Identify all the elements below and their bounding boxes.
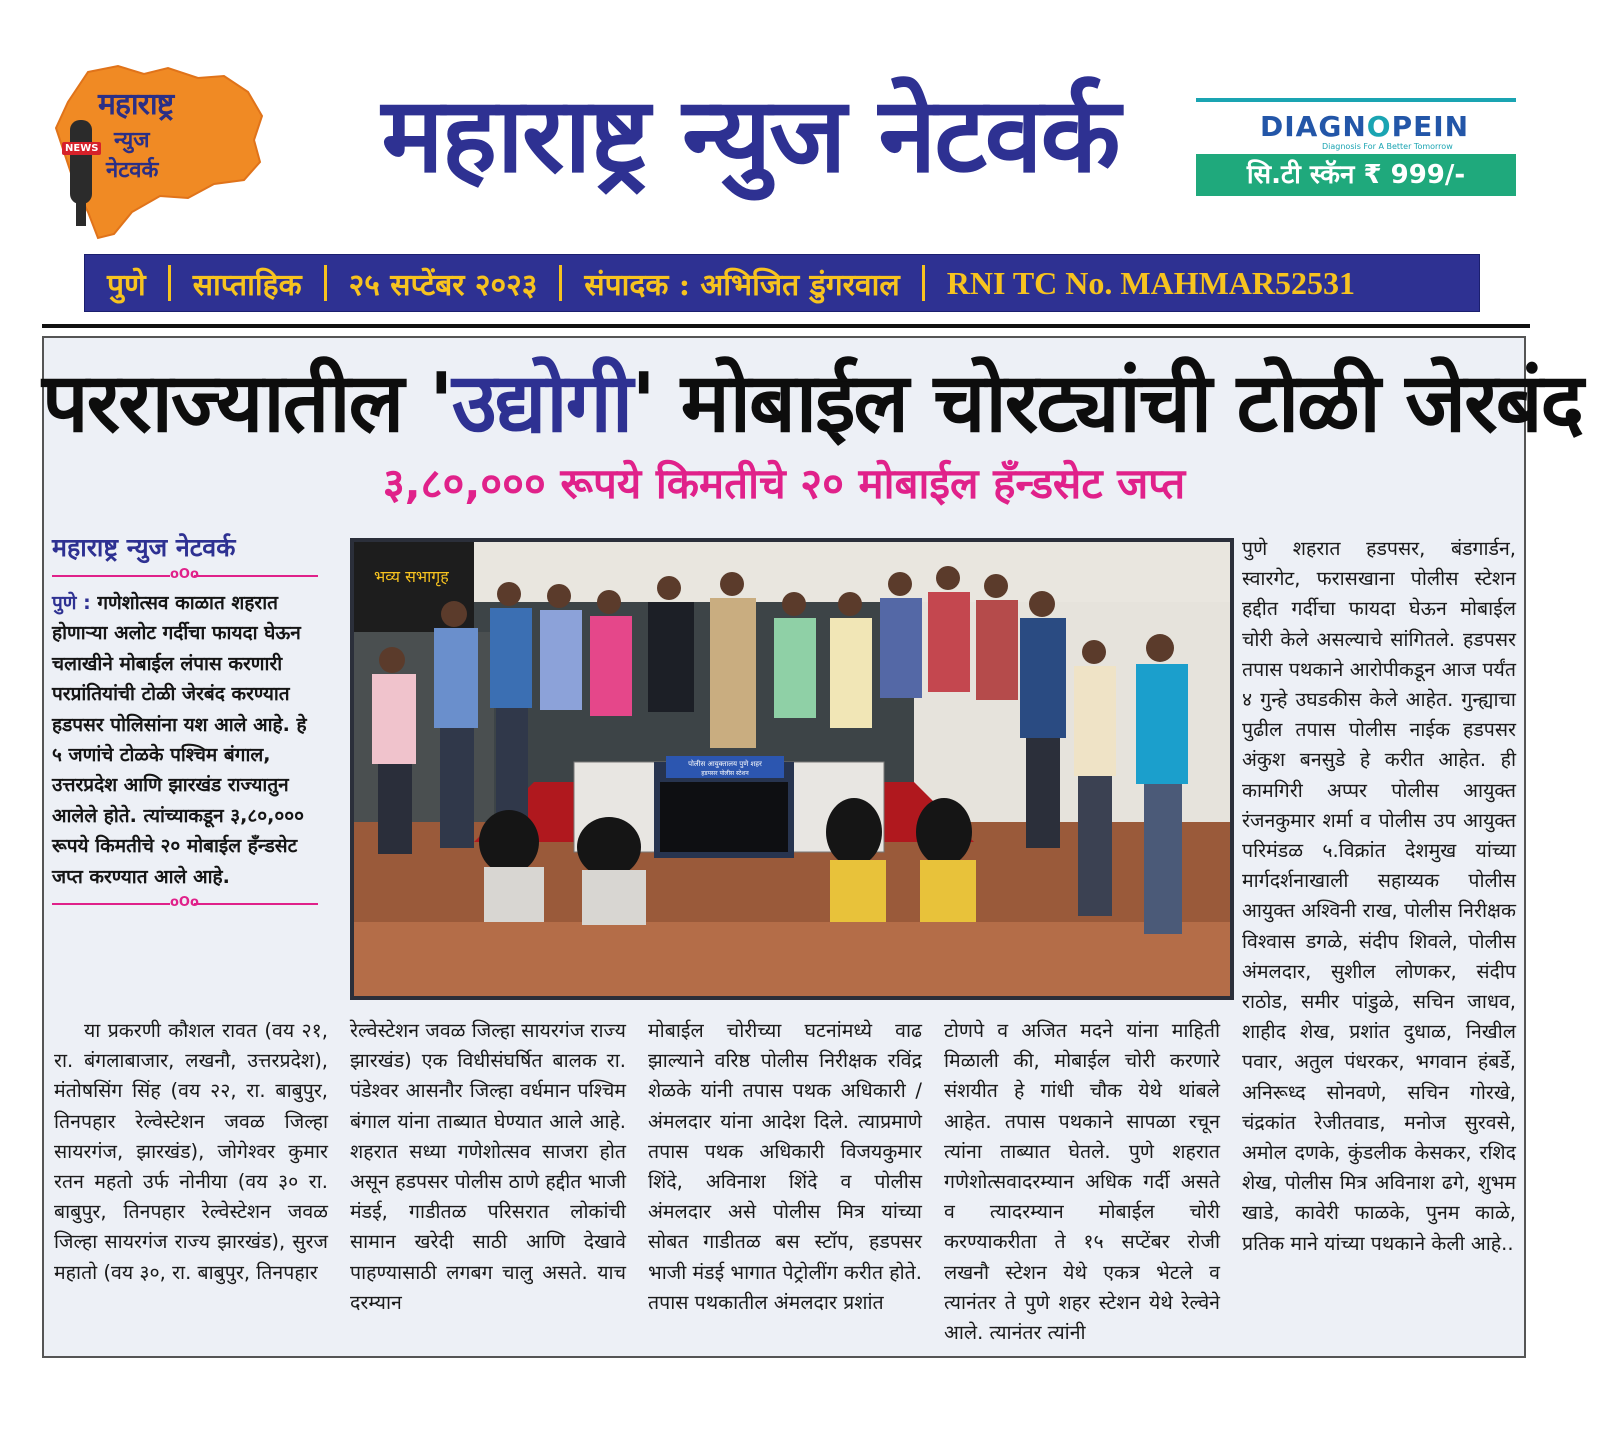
logo-line-2: न्युज <box>114 128 150 153</box>
photo-banner-text: पोलीस आयुक्तालय पुणे शहर <box>688 760 762 768</box>
news-badge: NEWS <box>62 142 101 155</box>
rni-number: RNI TC No. MAHMAR52531 <box>946 264 1355 301</box>
article-column-2: रेल्वेस्टेशन जवळ जिल्हा सायरगंज राज्य झारखंड) एक विधीसंघर्षित बालक रा. पंडेश्वर आसनौर जिल्हा वर्धमान पश्चिम बंगाल यांना ताब्यात घेण्यात आले आहे. शहरात सध्या गणेशोत्सव साजरा होत असून हडपसर पोलीस ठाणे हद्दीत भाजी मंडई, गाडीतळ परिसरात लोकांची सामान खरेदी साठी आणि देखावे पाहण्यासाठी लगबग चालु असते. याच दरम्यान <box>350 1019 626 1314</box>
advertisement[interactable] <box>1196 98 1516 200</box>
logo-line-3: नेटवर्क <box>106 158 159 183</box>
newspaper-title: महाराष्ट्र न्युज नेटवर्क <box>381 74 1119 196</box>
article-photo <box>350 538 1234 1000</box>
police-team-photo <box>354 542 1230 996</box>
ad-divider <box>1196 98 1516 102</box>
ornament-divider <box>52 896 318 912</box>
logo-line-1: महाराष्ट्र <box>98 87 174 122</box>
article-column-3: मोबाईल चोरीच्या घटनांमध्ये वाढ झाल्याने वरिष्ठ पोलीस निरीक्षक रविंद्र शेळके यांनी तपास पथक अधिकारी / अंमलदार यांना आदेश दिले. त्याप्रमाणे तपास पथक अधिकारी विजयकुमार शिंदे, अविनाश शिंदे व पोलीस अंमलदार असे पोलीस मित्र यांच्या सोबत गाडीतळ बस स्टॉप, हडपसर भाजी मंडई भागात पेट्रोलींग करीत होते. तपास पथकातील अंमलदार प्रशांत <box>648 1019 922 1314</box>
ornament-divider <box>52 568 318 584</box>
top-rule <box>42 324 1530 328</box>
ad-brand: DIAGNOPEIN <box>1260 110 1470 143</box>
edition-frequency: साप्ताहिक <box>192 267 302 303</box>
article-column-4: टोणपे व अजित मदने यांना माहिती मिळाली की, मोबाईल चोरी करणारे संशयीत हे गांधी चौक येथे थांबले आहेत. तपास पथकाने सापळा रचून त्यांना ताब्यात घेतले. पुणे शहरात गणेशोत्सवादरम्यान अधिक गर्दी असते व त्यादरम्यान मोबाईल चोरी करण्याकरीता ते १५ सप्टेंबर रोजी लखनौ स्टेशन येथे एकत्र भेटले व त्यानंतर ते पुणे शहर स्टेशन येथे रेल्वेने आले. त्यानंतर त्यांनी <box>944 1019 1220 1345</box>
ornament-icon: oOo <box>170 567 199 582</box>
ad-offer: सि.टी स्कॅन ₹ 999/- <box>1196 154 1516 196</box>
headline-highlight: उद्योगी <box>451 356 632 451</box>
ornament-icon: oOo <box>170 895 199 911</box>
intro-paragraph: पुणे : गणेशोत्सव काळात शहरात होणाऱ्या अलोट गर्दीचा फायदा घेऊन चलाखीने मोबाईल लंपास करणारी परप्रांतियांची टोळी जेरबंद करण्यात हडपसर पोलिसांना यश आले आहे. हे ५ जणांचे टोळके पश्चिम बंगाल, उत्तरप्रदेश आणि झारखंड राज्यातुन आलेले होते. त्यांच्याकडून ३,८०,००० रूपये किमतीचे २० मोबाईल हँन्डसेट जप्त करण्यात आले आहे. <box>52 592 307 888</box>
edition-date: २५ सप्टेंबर २०२३ <box>348 267 538 303</box>
ad-tagline: Diagnosis For A Better Tomorrow <box>1322 142 1453 151</box>
article-column-5: पुणे शहरात हडपसर, बंडगार्डन, स्वारगेट, फरासखाना पोलीस स्टेशन हद्दीत गर्दीचा फायदा घेऊन मोबाईल चोरी केले असल्याचे सांगितले. हडपसर तपास पथकाने आरोपीकडून आज पर्यंत ४ गुन्हे उघडकीस केले आहेत. गुन्ह्याचा पुढील तपास पोलीस नाईक हडपसर अंकुश बनसुडे हे करीत आहेत. ही कामगिरी अप्पर पोलीस आयुक्त रंजनकुमार शर्मा व पोलीस उप आयुक्त परिमंडळ ५.विक्रांत देशमुख यांच्या मार्गदर्शनाखाली सहाय्यक पोलीस आयुक्त अश्विनी राख, पोलीस निरीक्षक विश्वास डगळे, संदीप शिवले, पोलीस अंमलदार, सुशील लोणकर, संदीप राठोड, समीर पांडुळे, सचिन जाधव, शाहीद शेख, प्रशांत दुधाळ, निखील पवार, अतुल पंधरकर, भगवान हंबर्डे, अनिरूध्द सोनवणे, सचिन गोरखे, चंद्रकांत रेजीतवाड, मनोज सुरवसे, अमोल दणके, कुंडलीक केसकर, रशिद शेख, पोलीस मित्र अविनाश ढगे, शुभम खाडे, कावेरी फाळके, पुनम काळे, प्रतिक माने यांच्या पथकाने केली आहे.. <box>1242 537 1516 1255</box>
article-subheadline: ३,८०,००० रूपये किमतीचे २० मोबाईल हँन्डसेट जप्त <box>382 459 1186 508</box>
dateline: पुणे : <box>52 592 91 614</box>
edition-city: पुणे <box>107 267 146 303</box>
brand-o-icon: O <box>1366 110 1392 143</box>
newspaper-logo <box>48 62 270 240</box>
intro-box <box>52 532 318 916</box>
photo-banner-subtext: हडपसर पोलीस स्टेशन <box>701 770 749 777</box>
article-column-1: या प्रकरणी कौशल रावत (वय २१, रा. बंगलाबाजार, लखनौ, उत्तरप्रदेश), मंतोषसिंग सिंह (वय २२, रा. बाबुपुर, तिनपहार रेल्वेस्टेशन जवळ जिल्हा सायरगंज, झारखंड), जोगेश्वर कुमार रतन महतो उर्फ नोनीया (वय ३० रा. बाबुपुर, तिनपहार रेल्वेस्टेशन जवळ जिल्हा सायरगंज राज्य झारखंड), सुरज महातो (वय ३०, रा. बाबुपुर, तिनपहार <box>54 1019 328 1284</box>
byline-brand: महाराष्ट्र न्युज नेटवर्क <box>52 533 236 562</box>
microphone-icon <box>70 120 92 204</box>
photo-wall-text: भव्य सभागृह <box>374 567 449 586</box>
editor-name: संपादक : अभिजित डुंगरवाल <box>584 267 900 303</box>
edition-info-bar <box>84 254 1480 312</box>
article-headline: परराज्यातील 'उद्योगी' मोबाईल चोरट्यांची टोळी जेरबंद <box>42 356 1583 451</box>
